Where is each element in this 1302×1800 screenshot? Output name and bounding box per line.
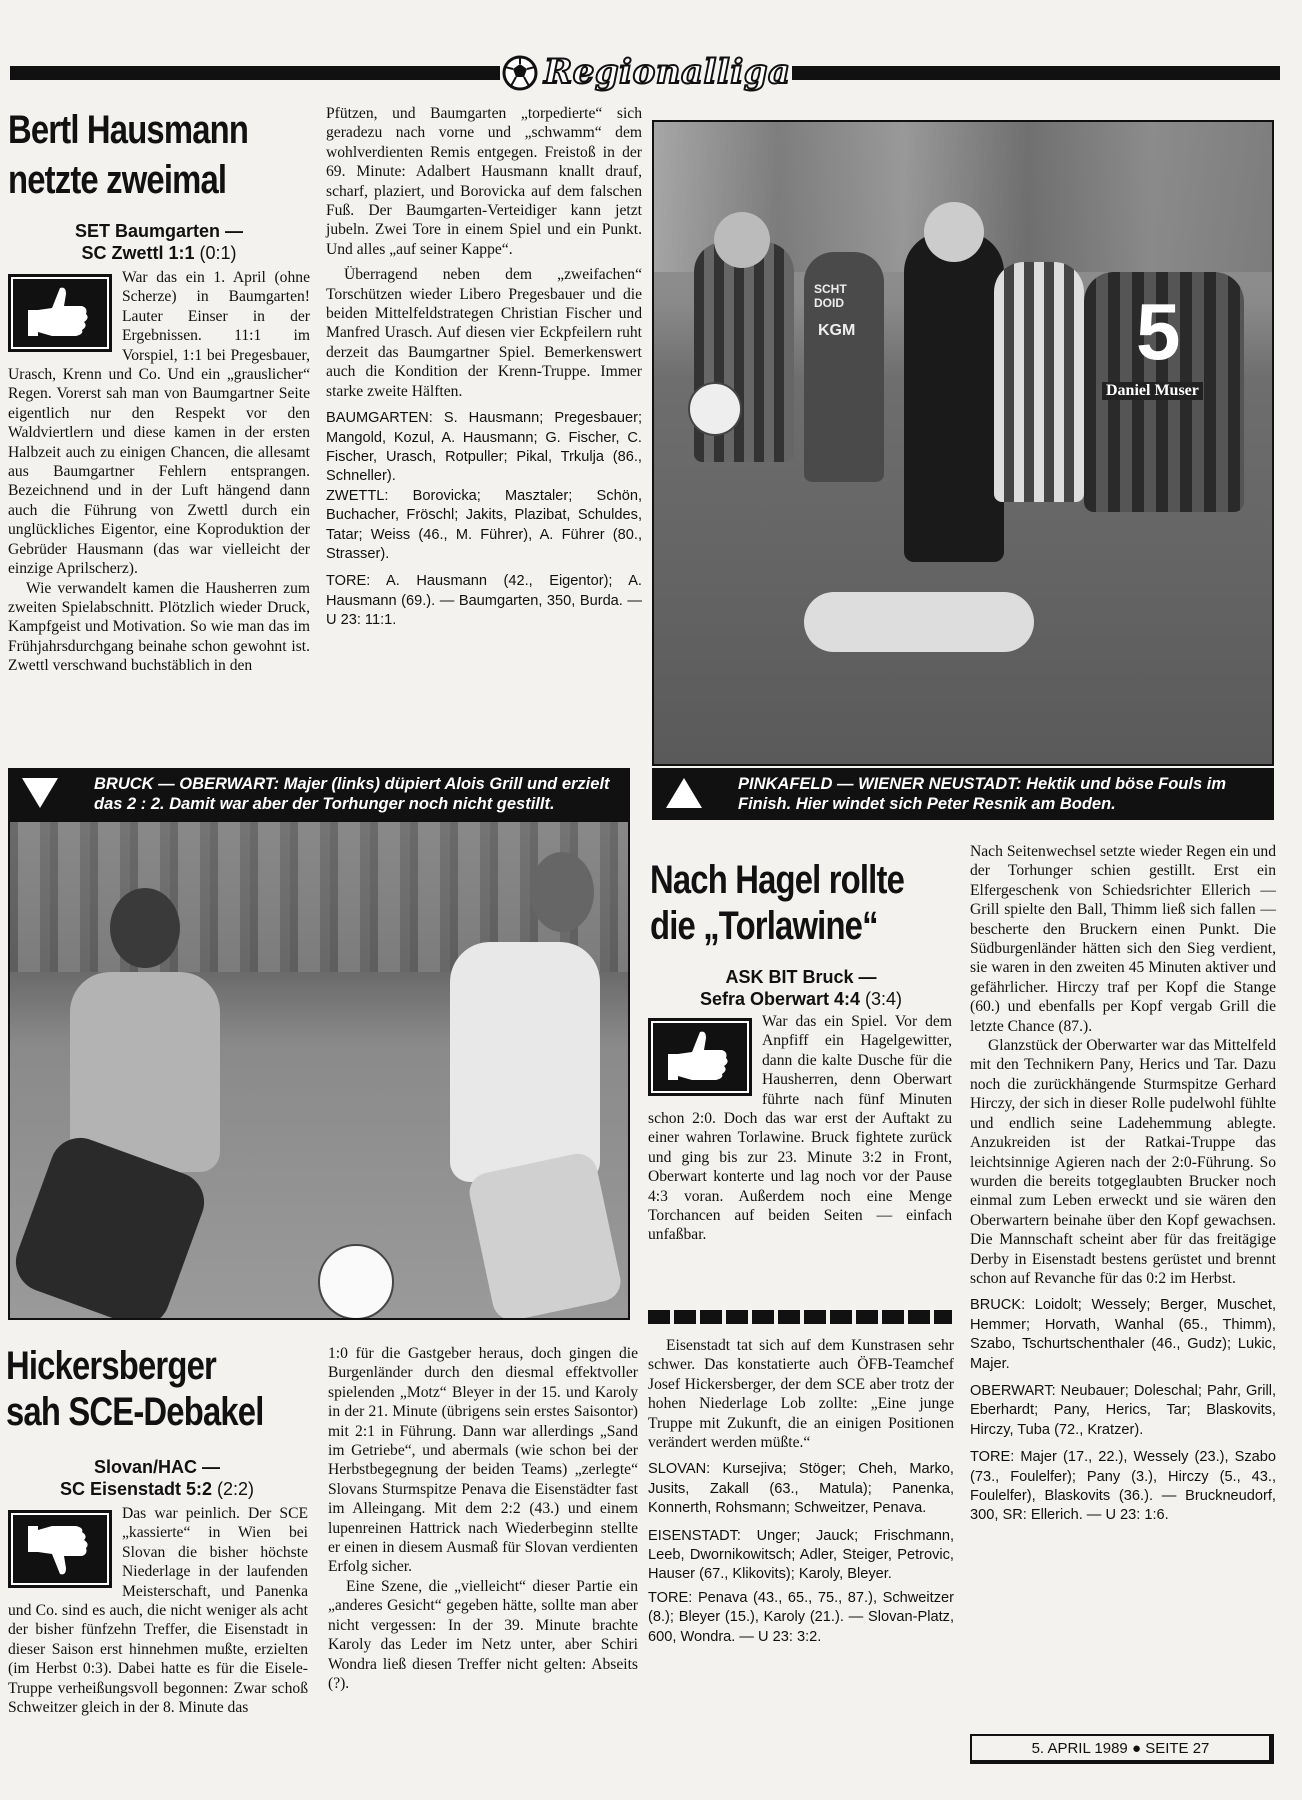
article-2-column-2	[970, 842, 1276, 1526]
article-1-headline-line2: netzte zweimal	[8, 158, 227, 202]
article-2-paragraph-1: War das ein Spiel. Vor dem Anpfiff ein Hagelgewitter, dann die kalte Dusche für die Hausherren, denn Oberwart führte nach fünf Minuten schon 2:0. Doch das war erst der Auftakt zu einer wahren Torlawine. Bruck fightete zurück und ging bis zur 23. Minute 3:2 in Front, Oberwart konterte und lag noch vor der Pause 4:3 voran. Außerdem noch eine Menge Torchancen auf beiden Seiten — einfach unfaßbar.	[648, 1013, 952, 1244]
article-1-paragraph-1: War das ein 1. April (ohne Scherze) in Baumgarten! Lauter Einser in der Ergebnissen. 11:1 im Vorspiel, 1:1 bei Pregesbauer, Urasch, Krenn und Co. Und ein „grauslicher“ Regen. Vorerst sah man von Baumgartner Seite eigentlich nur den Respekt vor den Waldviertlern und diese kamen in der ersten Halbzeit auch zu einigen Chancen, die allesamt aus Baumgartner Fehlern entsprangen. Bezeichnend und in der Luft hängend dann auch die Führung von Zwettl durch ein unglückliches Eigentor, eine Koproduktion der Gebrüder Hausmann (das war vielleicht der einzige Aprilscherz).	[8, 269, 310, 578]
article-1-lineup-zwettl: ZWETTL: Borovicka; Masztaler; Schön, Buchacher, Fröschl; Jakits, Plazibat, Schuldes, Tatar; Weiss (46., M. Führer), A. Führer (80., Strasser).	[326, 487, 642, 562]
shirt-logo: KGM	[818, 322, 856, 339]
article-3-lineup-slovan: SLOVAN: Kursejiva; Stöger; Cheh, Marko, Jusits, Zakall (63., Matula); Panenka, Konnerth, Rohsmann; Schweitzer, Penava.	[648, 1461, 954, 1517]
shirt-sponsor: Daniel Muser	[1102, 382, 1203, 400]
article-1-headline-line1: Bertl Hausmann	[8, 108, 249, 152]
thumbs-down-icon	[8, 1510, 112, 1588]
article-1-subhead-line1: SET Baumgarten —	[74, 221, 244, 241]
article-3-column-1	[8, 1504, 308, 1717]
caption-bar-right	[652, 768, 1274, 820]
article-1-subhead	[8, 220, 310, 264]
section-title: Regionalliga	[544, 52, 791, 92]
footer-date: 5. APRIL 1989	[1031, 1740, 1128, 1757]
separator-bar	[648, 1310, 952, 1324]
article-1-paragraph-3: Pfützen, und Baumgarten „torpedierte“ sich geradezu nach vorne und „schwamm“ dem wohlverdienten Remis entgegen. Freistoß in der 69. Minute: Adalbert Hausmann knallt drauf, scharf, plaziert, und Borovicka auf dem falschen Fuß. Der Baumgarten-Verteidiger kann jetzt jubeln. Zwei Tore in einem Spiel und ein Punkt. Und alles „auf seiner Kappe“.	[326, 105, 642, 258]
shirt-text: SCHT DOID	[814, 282, 847, 310]
article-3-paragraph-3: Eine Szene, die „vielleicht“ dieser Partie ein „anderes Gesicht“ gegeben hätte, sollte man aber nicht vergessen: In der 39. Minute brachte Karoly das Leder im Netz unter, aber Schiri Wondra ließ diesen Treffer nicht gelten: Abseits (?).	[328, 1577, 638, 1692]
section-header-rule-right	[792, 66, 1280, 80]
photo-pinkafeld	[652, 120, 1274, 766]
article-1-column-1	[8, 268, 310, 676]
article-1-paragraph-2: Wie verwandelt kamen die Hausherren zum zweiten Spielabschnitt. Plötzlich wieder Druck, Kampfgeist und Motivation. So wie man das im Frühjahrsdurchgang beinahe schon gewohnt ist. Zwettl verschwand buchstäblich in den	[8, 579, 310, 675]
article-2-subhead-line2: Sefra Oberwart 4:4	[699, 989, 861, 1009]
section-header	[498, 52, 794, 94]
caption-bar-left	[8, 768, 630, 820]
article-1-paragraph-4: Überragend neben dem „zweifachen“ Torschützen wieder Libero Pregesbauer und die beiden Mittelfeldstrategen Christian Fischer und Manfred Urasch. Auf diesen vier Eckpfeilern ruht derzeit das Baumgartner Spiel. Bemerkenswert auch die Kondition der Krenn-Truppe. Immer starke zweite Hälften.	[326, 266, 642, 400]
photo-football	[318, 1244, 394, 1320]
article-1-column-2	[326, 104, 642, 631]
article-2-score: (3:4)	[865, 989, 903, 1009]
thumbs-up-icon	[648, 1018, 752, 1096]
photo-bruck-oberwart	[8, 820, 630, 1320]
article-2-subhead	[648, 966, 954, 1010]
article-2-subhead-line1: ASK BIT Bruck —	[725, 967, 877, 987]
footer-page: SEITE 27	[1145, 1740, 1210, 1757]
article-3-column-2	[328, 1344, 638, 1693]
page-footer	[970, 1734, 1274, 1764]
bullet-icon: ●	[1131, 1740, 1142, 1757]
article-3-headline-line1: Hickersberger	[6, 1344, 216, 1388]
article-2-headline-line1: Nach Hagel rollte	[650, 858, 905, 902]
article-3-lineup-eisenstadt: EISENSTADT: Unger; Jauck; Frischmann, Leeb, Dwornikowitsch; Adler, Steiger, Petrovic, Hauser (67., Klikovits); Karoly, Bleyer.	[648, 1527, 954, 1583]
jersey-number: 5	[1136, 287, 1181, 376]
article-3-score: (2:2)	[217, 1479, 255, 1499]
caption-right: PINKAFELD — WIENER NEUSTADT: Hektik und böse Fouls im Finish. Hier windet sich Peter Resnik am Boden.	[738, 775, 1226, 813]
article-3-headline-line2: sah SCE-Debakel	[6, 1390, 264, 1434]
article-2-goals: TORE: Majer (17., 22.), Wessely (23.), Szabo (73., Foulelfer); Pany (3.), Hirczy (5., 43., Foulelfer), Blaskovits (36.). — Bruckneudorf, 300, SR: Ellerich. — U 23: 1:6.	[970, 1449, 1276, 1524]
article-1-lineup-baumgarten: BAUMGARTEN: S. Hausmann; Pregesbauer; Mangold, Kozul, A. Hausmann; G. Fischer, C. Fischer, Urasch, Rotpuller; Pikal, Trkulja (86., Schneller).	[326, 410, 642, 485]
article-2-headline-line2: die „Torlawine“	[650, 904, 878, 948]
article-2-paragraph-3: Glanzstück der Oberwarter war das Mittelfeld mit den Technikern Pany, Herics und Tar. Dazu noch die zurückhängende Sturmspitze Gerhard Hirczy, der sich in dieser Rolle pudelwohl fühlte und endlich seine Ladehemmung ablegte. Anzukreiden ist der Ratkai-Truppe das leichtsinnige Agieren nach der 2:0-Führung. So wurden die bereits totgeglaubten Brucker noch einmal zum Leben erweckt und sie wären den Oberwartern beinahe über den Kopf gewachsen. Die Mannschaft scheint aber für das freitägige Derby in Eisenstadt bestens gerüstet und brennt schon auf Revanche für das 0:2 im Herbst.	[970, 1037, 1276, 1287]
article-3-subhead	[4, 1456, 310, 1500]
article-1-score: (0:1)	[199, 243, 237, 263]
article-2-paragraph-2: Nach Seitenwechsel setzte wieder Regen ein und der Torhunger schien gestillt. Erst ein Elfergeschenk von Schiedsrichter Ellerich — Grill spielte den Ball, Thimm ließ sich fallen — bescherte den Bruckern einen Punkt. Die Südburgenländer hätten sich den Sieg verdient, sie waren in den zweiten 45 Minuten aktiver und gefährlicher. Hirczy traf per Kopf die Stange (60.) und ebenfalls per Kopf vergab Grill die letzte Chance (87.).	[970, 843, 1276, 1035]
article-2-lineup-bruck: BRUCK: Loidolt; Wessely; Berger, Muschet, Hemmer; Horvath, Wanhal (65., Thimm), Szabo, Tschurtschenthaler (46., Gudz); Lukic, Majer.	[970, 1297, 1276, 1372]
article-3-subhead-line2: SC Eisenstadt 5:2	[59, 1479, 213, 1499]
article-1	[8, 104, 658, 752]
article-1-goals: TORE: A. Hausmann (42., Eigentor); A. Hausmann (69.). — Baumgarten, 350, Burda. — U 23: 11:1.	[326, 573, 642, 629]
football-icon	[502, 55, 538, 91]
article-3-subhead-line1: Slovan/HAC —	[93, 1457, 221, 1477]
caption-left: BRUCK — OBERWART: Majer (links) düpiert Alois Grill und erzielt das 2 : 2. Damit war aber der Torhunger noch nicht gestillt.	[94, 775, 610, 813]
article-3-paragraph-1: Das war peinlich. Der SCE „kassierte“ in Wien bei Slovan die bisher höchste Niederlage in der laufenden Meisterschaft, und Panenka und Co. sind es auch, die nicht weniger als acht der bisher fünfzehn Treffer, die Eisenstadt in dieser Saison erst hinnehmen mußte, erzielten (im Herbst 0:3). Dabei hatte es für die Eisele-Truppe verheißungsvoll begonnen: Zwar schoß Schweitzer gleich in der 8. Minute das	[8, 1505, 308, 1717]
photo-player-5-shirt	[1084, 272, 1244, 512]
thumbs-up-icon	[8, 274, 112, 352]
section-header-rule-left	[10, 66, 500, 80]
article-3-goals: TORE: Penava (43., 65., 75., 87.), Schweitzer (8.); Bleyer (15.), Karoly (21.). — Slovan-Platz, 600, Wondra. — U 23: 3:2.	[648, 1589, 954, 1645]
article-3-column-3	[648, 1336, 954, 1647]
article-3-paragraph-4: Eisenstadt tat sich auf dem Kunstrasen sehr schwer. Das konstatierte auch ÖFB-Teamchef Josef Hickersberger, der dem SCE aber trotz der hohen Niederlage Lob zollte: „Eine junge Truppe mit Zukunft, die an einigen Positionen verändert werden müßte.“	[648, 1337, 954, 1452]
triangle-up-icon	[666, 778, 702, 808]
article-1-subhead-line2: SC Zwettl 1:1	[81, 243, 195, 263]
article-2-lineup-oberwart: OBERWART: Neubauer; Doleschal; Pahr, Grill, Eberhardt; Pany, Herics, Tar; Blaskovits, Hirczy, Tuba (72., Kratzer).	[970, 1382, 1276, 1438]
article-2-column-1	[648, 1012, 952, 1245]
article-3-paragraph-2: 1:0 für die Gastgeber heraus, doch gingen die Burgenländer durch den diesmal effektvoller spielenden „Motz“ Bleyer in der 15. und Karoly in der 21. Minute (übrigens sein erstes Saisontor) mit 2:1 in Führung. Dann war allerdings „Sand im Getriebe“, und abermals (wie schon bei der Herbstbegegnung der beiden Teams) „zerlegte“ Slovans Sturmspitze Penava die Eisenstädter fast im Alleingang. Mit dem 2:2 (43.) und einem lupenreinen Hattrick nach Wiederbeginn stellte er einen in diesem Ausmaß für Slovan verdienten Erfolg sicher.	[328, 1345, 638, 1576]
triangle-down-icon	[22, 778, 58, 808]
